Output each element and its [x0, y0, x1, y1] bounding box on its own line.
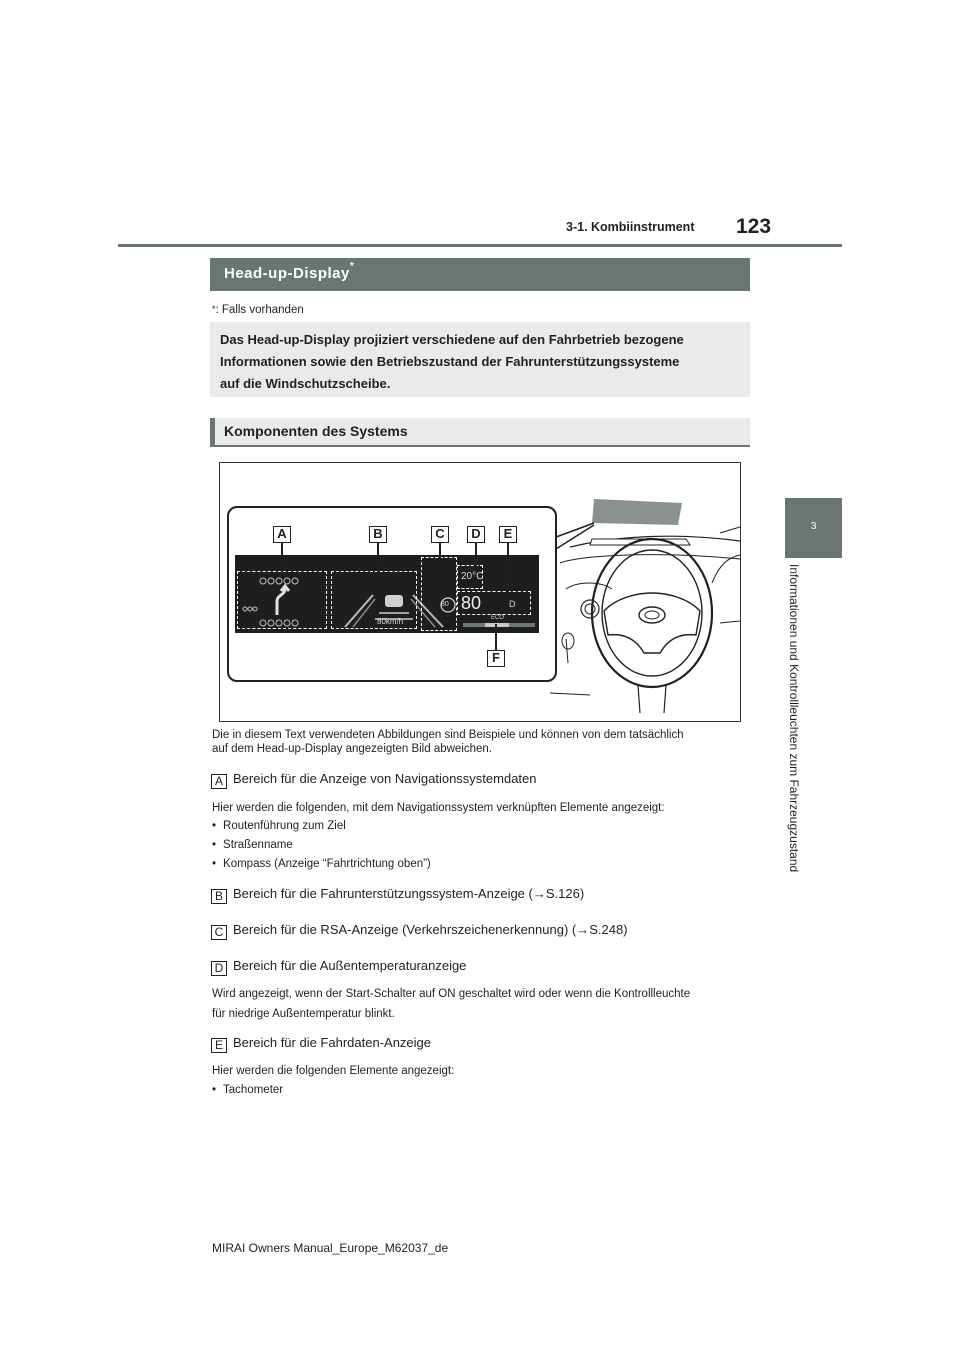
figure-label-a: A — [273, 526, 291, 543]
intro-line: Das Head-up-Display projiziert verschiedene auf den Fahrbetrieb bezogene — [220, 332, 684, 347]
figure-label-b: B — [369, 526, 387, 543]
callout-c-line — [439, 542, 441, 558]
chapter-side-title-text: Informationen und Kontrollleuchten zum Fahrzeugzustand — [787, 564, 801, 873]
page-title — [224, 261, 355, 282]
callout-d-line — [475, 542, 477, 566]
intro-box — [210, 322, 750, 397]
item-d-heading — [211, 958, 771, 976]
caption-line: auf dem Head-up-Display angezeigten Bild abweichen. — [212, 743, 493, 755]
item-d-title: Bereich für die Außentemperaturanzeige — [233, 958, 467, 973]
page-title-marker: * — [349, 261, 355, 272]
footnote-marker: * — [212, 304, 216, 314]
item-e-heading — [211, 1035, 771, 1053]
item-b-heading — [211, 886, 771, 904]
figure-caption — [212, 728, 752, 756]
hud-speed: 80 — [461, 593, 482, 613]
page-title-text: Head-up-Display — [224, 265, 350, 282]
intro-line: auf die Windschutzscheibe. — [220, 376, 391, 391]
footnote-text: : Falls vorhanden — [215, 304, 304, 316]
item-b-title: Bereich für die Fahrunterstützungssystem-Anzeige (→S.126) — [233, 886, 585, 901]
figure-label-e: E — [499, 526, 517, 543]
item-b-label: B — [211, 889, 227, 904]
callout-e-line — [507, 542, 509, 592]
area-d-outline — [457, 565, 483, 589]
item-c-label: C — [211, 925, 227, 940]
callout-a-line — [281, 542, 283, 572]
item-a-title: Bereich für die Anzeige von Navigationssystemdaten — [233, 771, 537, 786]
chapter-heading: 3-1. Kombiinstrument — [566, 220, 695, 234]
caption-line: Die in diesem Text verwendeten Abbildungen sind Beispiele und können von dem tatsächlich — [212, 729, 684, 741]
section-heading — [210, 418, 750, 447]
footnote — [212, 304, 304, 316]
hud-eco: ECO — [491, 615, 505, 621]
item-a-bullet: • Kompass (Anzeige “Fahrtrichtung oben”) — [212, 858, 431, 870]
chapter-side-title — [785, 564, 807, 924]
section-heading-text: Komponenten des Systems — [224, 423, 408, 439]
hud-figure — [219, 462, 741, 722]
area-e-outline — [457, 591, 531, 615]
hud-lane-speed: 80km/h — [377, 617, 404, 626]
hud-temperature: 20°C — [461, 571, 484, 582]
item-e-title: Bereich für die Fahrdaten-Anzeige — [233, 1035, 432, 1050]
figure-label-f: F — [487, 650, 505, 667]
item-a-bullet: • Straßenname — [212, 839, 293, 851]
intro-line: Informationen sowie den Betriebszustand der Fahrunterstützungssysteme — [220, 354, 680, 369]
footer-manual-id: MIRAI Owners Manual_Europe_M62037_de — [212, 1241, 449, 1255]
item-e-description: Hier werden die folgenden Elemente angezeigt: — [212, 1065, 455, 1077]
header-rule — [118, 244, 842, 247]
hud-projection-area — [592, 499, 682, 525]
item-a-bullet: • Routenführung zum Ziel — [212, 820, 346, 832]
item-d-line: Wird angezeigt, wenn der Start-Schalter auf ON geschaltet wird oder wenn die Kontrollleuchte — [212, 988, 691, 1000]
hud-detail-callout — [227, 506, 557, 682]
hud-gear: D — [509, 599, 516, 609]
figure-label-c: C — [431, 526, 449, 543]
callout-f-line — [495, 624, 497, 652]
area-c-outline — [421, 557, 457, 631]
area-b-outline — [331, 571, 417, 629]
item-c-title: Bereich für die RSA-Anzeige (Verkehrszeichenerkennung) (→S.248) — [233, 922, 628, 937]
item-d-label: D — [211, 961, 227, 976]
chapter-tab-number: 3 — [810, 520, 817, 532]
item-a-heading — [211, 771, 771, 789]
area-a-outline — [237, 571, 327, 629]
item-a-description: Hier werden die folgenden, mit dem Navigationssystem verknüpften Elemente angezeigt: — [212, 802, 665, 814]
item-c-heading — [211, 922, 771, 940]
page-number: 123 — [736, 215, 772, 238]
page-title-bar — [210, 258, 750, 291]
item-d-line: für niedrige Außentemperatur blinkt. — [212, 1008, 395, 1020]
hud-sign-value: 80 — [441, 601, 449, 608]
item-e-label: E — [211, 1038, 227, 1053]
item-a-label: A — [211, 774, 227, 789]
callout-b-line — [377, 542, 379, 572]
figure-label-d: D — [467, 526, 485, 543]
item-d-description — [212, 984, 772, 1024]
item-e-bullet: • Tachometer — [212, 1084, 283, 1096]
